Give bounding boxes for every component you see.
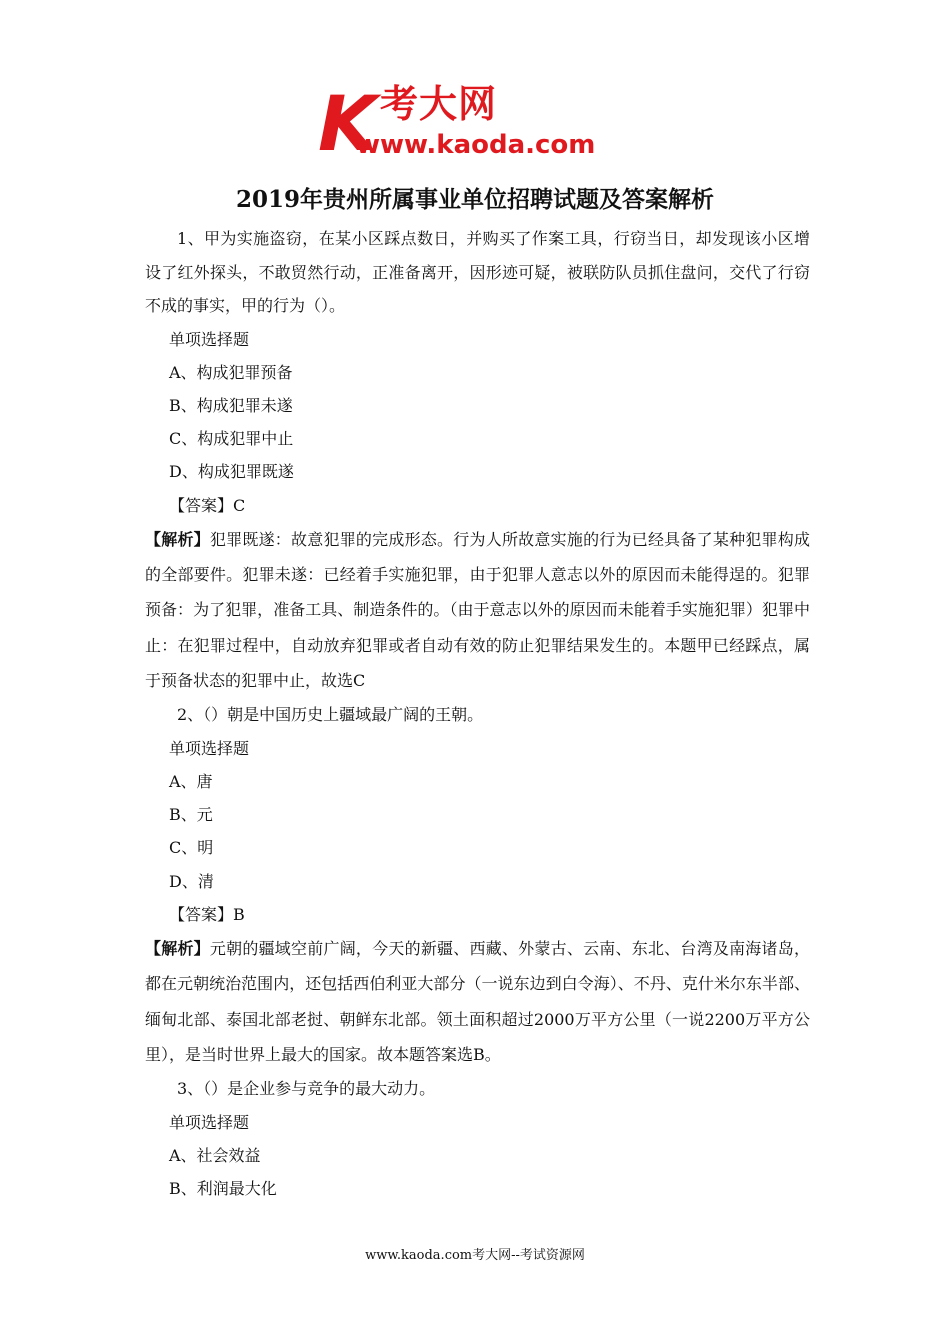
question-1-stem: 1、甲为实施盗窃，在某小区踩点数日，并购买了作案工具，行窃当日，却发现该小区增设了红外探头，不敢贸然行动，正准备离开，因形迹可疑，被联防队员抓住盘问，交代了行窃不成的事实，甲的行为（）。 (145, 229, 810, 315)
question-1-option-a: A、构成犯罪预备 (169, 362, 293, 382)
question-3-option-a: A、社会效益 (169, 1145, 261, 1165)
question-1-option-d: D、构成犯罪既遂 (169, 462, 294, 482)
question-1-analysis (145, 522, 810, 698)
document-title: 2019年贵州所属事业单位招聘试题及答案解析 (235, 186, 714, 213)
question-2-option-b: B、元 (169, 805, 213, 825)
page-footer: www.kaoda.com考大网--考试资源网 (365, 1248, 585, 1263)
question-3-stem: 3、（）是企业参与竞争的最大动力。 (177, 1079, 436, 1099)
analysis-label: 【解析】 (145, 938, 210, 958)
logo-url: www.kaoda.com (356, 130, 596, 160)
document-body (145, 222, 810, 1205)
analysis-text: 元朝的疆域空前广阔，今天的新疆、西藏、外蒙古、云南、东北、台湾及南海诸岛，都在元朝统治范围内，还包括西伯利亚大部分（一说东边到白令海）、不丹、克什米尔东半部、缅甸北部、泰国北部老挝、朝鲜东北部。领土面积超过2000万平方公里（一说2200万平方公里），是当时世界上最大的国家。故本题答案选B。 (145, 938, 810, 1064)
question-2-type: 单项选择题 (169, 738, 250, 758)
question-2-option-d: D、清 (169, 871, 214, 891)
question-2-stem: 2、（）朝是中国历史上疆域最广阔的王朝。 (177, 705, 484, 725)
question-2-option-a: A、唐 (169, 771, 213, 791)
logo-k-mark: K (318, 79, 377, 168)
question-3-type: 单项选择题 (169, 1112, 250, 1132)
question-3-option-b: B、利润最大化 (169, 1179, 277, 1199)
question-1-type: 单项选择题 (169, 329, 250, 349)
analysis-text: 犯罪既遂：故意犯罪的完成形态。行为人所故意实施的行为已经具备了某种犯罪构成的全部要件。犯罪未遂：已经着手实施犯罪，由于犯罪人意志以外的原因而未能得逞的。犯罪预备：为了犯罪，准备工具、制造条件的。（由于意志以外的原因而未能着手实施犯罪）犯罪中止：在犯罪过程中，自动放弃犯罪或者自动有效的防止犯罪结果发生的。本题甲已经踩点，属于预备状态的犯罪中止，故选C (145, 529, 810, 690)
question-2-option-c: C、明 (169, 838, 214, 858)
analysis-label: 【解析】 (145, 529, 210, 549)
question-1-option-c: C、构成犯罪中止 (169, 429, 294, 449)
kaoda-logo (318, 79, 640, 168)
logo-chinese-name: 考大网 (380, 82, 498, 126)
question-1-option-b: B、构成犯罪未遂 (169, 395, 293, 415)
question-2-analysis (145, 931, 810, 1072)
question-2-answer: 【答案】B (169, 904, 245, 924)
question-1-answer: 【答案】C (169, 495, 246, 515)
